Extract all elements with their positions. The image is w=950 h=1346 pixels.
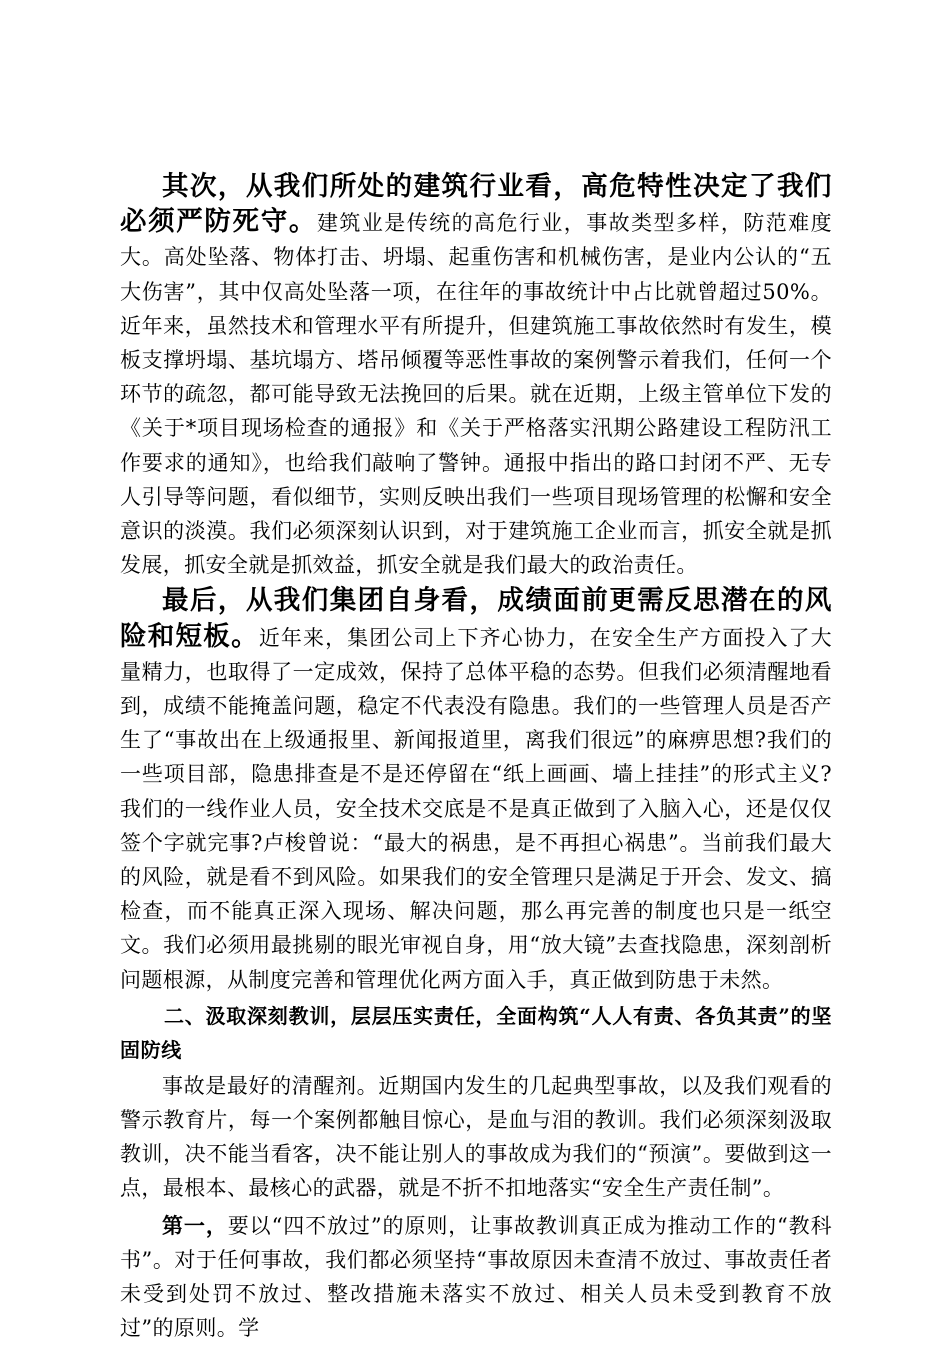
document-body bbox=[120, 167, 832, 1346]
paragraph-lead: 第一， bbox=[162, 1212, 228, 1238]
paragraph-group-risk bbox=[120, 584, 832, 996]
paragraph-lead: 最后，从我们集团自身看，成绩面前更需反思潜在的风险和短板。 bbox=[120, 585, 832, 652]
section-heading: 二、汲取深刻教训，层层压实责任，全面构筑“人人有责、各负其责”的坚固防线 bbox=[120, 1003, 832, 1062]
paragraph-four-principles bbox=[120, 1209, 832, 1346]
paragraph-lead: 其次，从我们所处的建筑行业看，高危特性决定了我们必须严防死守。 bbox=[120, 171, 832, 238]
paragraph-text: 要以“四不放过”的原则，让事故教训真正成为推动工作的“教科书”。对于任何事故，我们都必须坚持“事故原因未查清不放过、事故责任者未受到处罚不放过、整改措施未落实不放过、相关人员未受到教育不放过”的原则。学 bbox=[120, 1213, 832, 1341]
paragraph-accident-lesson: 事故是最好的清醒剂。近期国内发生的几起典型事故，以及我们观看的警示教育片，每一个案例都触目惊心，是血与泪的教训。我们必须深刻汲取教训，决不能当看客，决不能让别人的事故成为我们的“预演”。要做到这一点，最根本、最核心的武器，就是不折不扣地落实“安全生产责任制”。 bbox=[120, 1073, 832, 1201]
paragraph-text: 建筑业是传统的高危行业，事故类型多样，防范难度大。高处坠落、物体打击、坍塌、起重伤害和机械伤害，是业内公认的“五大伤害”，其中仅高处坠落一项，在往年的事故统计中占比就曾超过50%。近年来，虽然技术和管理水平有所提升，但建筑施工事故依然时有发生，模板支撑坍塌、基坑塌方、塔吊倾覆等恶性事故的案例警示着我们，任何一个环节的疏忽，都可能导致无法挽回的后果。就在近期，上级主管单位下发的《关于*项目现场检查的通报》和《关于严格落实汛期公路建设工程防汛工作要求的通知》，也给我们敲响了警钟。通报中指出的路口封闭不严、无专人引导等问题，看似细节，实则反映出我们一些项目现场管理的松懈和安全意识的淡漠。我们必须深刻认识到，对于建筑施工企业而言，抓安全就是抓发展，抓安全就是抓效益，抓安全就是我们最大的政治责任。 bbox=[120, 211, 832, 578]
paragraph-industry-risk bbox=[120, 170, 832, 582]
paragraph-text: 近年来，集团公司上下齐心协力，在安全生产方面投入了大量精力，也取得了一定成效，保持了总体平稳的态势。但我们必须清醒地看到，成绩不能掩盖问题，稳定不代表没有隐患。我们的一些管理人员是否产生了“事故出在上级通报里、新闻报道里，离我们很远”的麻痹思想?我们的一些项目部，隐患排查是不是还停留在“纸上画画、墙上挂挂”的形式主义?我们的一线作业人员，安全技术交底是不是真正做到了入脑入心，还是仅仅签个字就完事?卢梭曾说：“最大的祸患，是不再担心祸患”。当前我们最大的风险，就是看不到风险。如果我们的安全管理只是满足于开会、发文、搞检查，而不能真正深入现场、解决问题，那么再完善的制度也只是一纸空文。我们必须用最挑剔的眼光审视自身，用“放大镜”去查找隐患，深刻剖析问题根源，从制度完善和管理优化两方面入手，真正做到防患于未然。 bbox=[120, 625, 833, 992]
